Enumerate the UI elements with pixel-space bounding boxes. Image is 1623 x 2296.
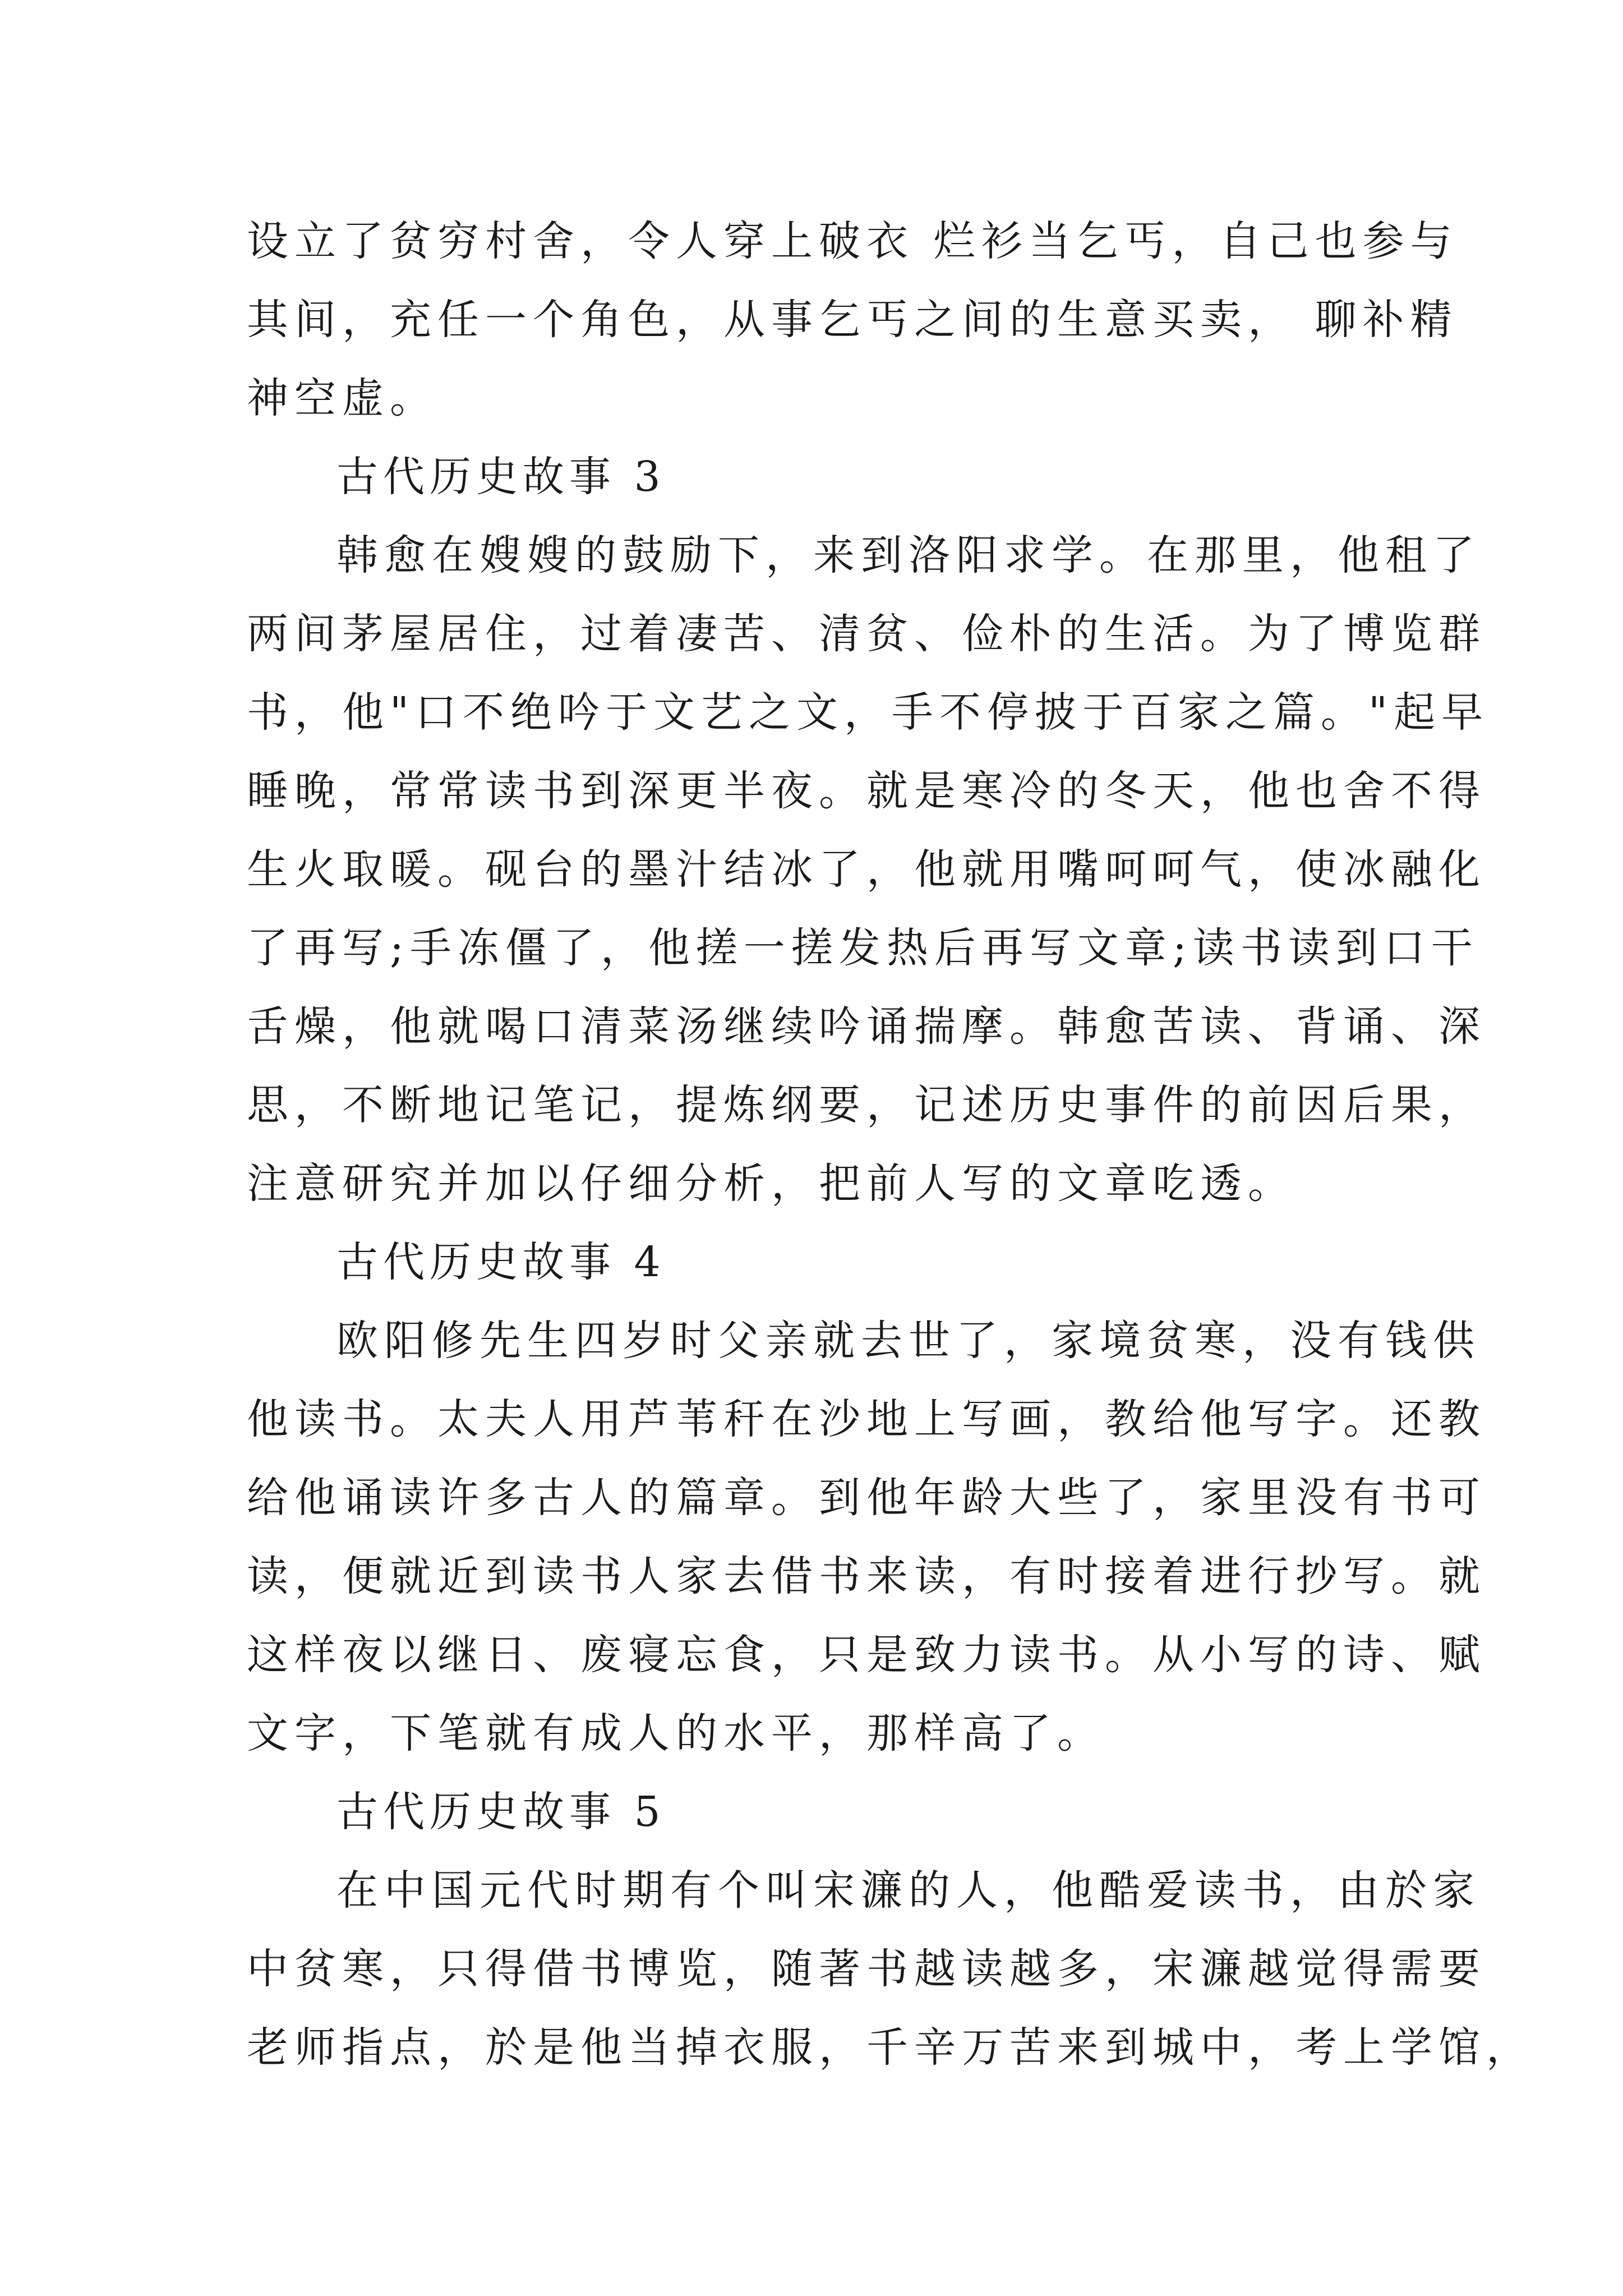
text-line: 在中国元代时期有个叫宋濂的人，他酷爱读书，由於家 <box>336 1866 1481 1915</box>
text-line: 韩愈在嫂嫂的鼓励下，来到洛阳求学。在那里，他租了 <box>336 531 1481 579</box>
text-line: 了再写;手冻僵了，他搓一搓发热后再写文章;读书读到口干 <box>247 924 1479 972</box>
text-line: 给他诵读许多古人的篇章。到他年龄大些了，家里没有书可 <box>247 1474 1486 1522</box>
text-line: 书，他"口不绝吟于文艺之文，手不停披于百家之篇。"起早 <box>247 688 1490 737</box>
text-line: 睡晚，常常读书到深更半夜。就是寒冷的冬天，他也舍不得 <box>247 767 1486 815</box>
text-line: 思，不断地记笔记，提炼纲要，记述历史事件的前因后果， <box>247 1081 1486 1129</box>
text-line: 设立了贫穷村舍，令人穿上破衣 烂衫当乞丐，自己也参与 <box>247 217 1458 265</box>
text-line: 老师指点，於是他当掉衣服，千辛万苦来到城中，考上学馆， <box>247 2023 1534 2072</box>
text-line: 生火取暖。砚台的墨汁结冰了，他就用嘴呵呵气，使冰融化 <box>247 845 1486 894</box>
text-line: 欧阳修先生四岁时父亲就去世了，家境贫寒，没有钱供 <box>336 1317 1481 1365</box>
text-line: 注意研究并加以仔细分析，把前人写的文章吃透。 <box>247 1159 1295 1208</box>
text-line: 舌燥，他就喝口清菜汤继续吟诵揣摩。韩愈苦读、背诵、深 <box>247 1002 1486 1051</box>
section-heading: 古代历史故事 3 <box>336 453 666 501</box>
text-line: 神空虚。 <box>247 374 437 422</box>
text-line: 这样夜以继日、废寝忘食，只是致力读书。从小写的诗、赋 <box>247 1631 1486 1679</box>
text-line: 中贫寒，只得借书博览，随著书越读越多，宋濂越觉得需要 <box>247 1945 1486 1993</box>
section-heading: 古代历史故事 5 <box>336 1788 666 1836</box>
text-line: 其间，充任一个角色，从事乞丐之间的生意买卖， 聊补精 <box>247 296 1458 344</box>
section-heading: 古代历史故事 4 <box>336 1238 666 1286</box>
text-line: 两间茅屋居住，过着凄苦、清贫、俭朴的生活。为了博览群 <box>247 610 1486 658</box>
text-line: 读，便就近到读书人家去借书来读，有时接着进行抄写。就 <box>247 1552 1486 1600</box>
text-line: 文字，下笔就有成人的水平，那样高了。 <box>247 1709 1105 1757</box>
text-line: 他读书。太夫人用芦苇秆在沙地上写画，教给他写字。还教 <box>247 1395 1486 1443</box>
